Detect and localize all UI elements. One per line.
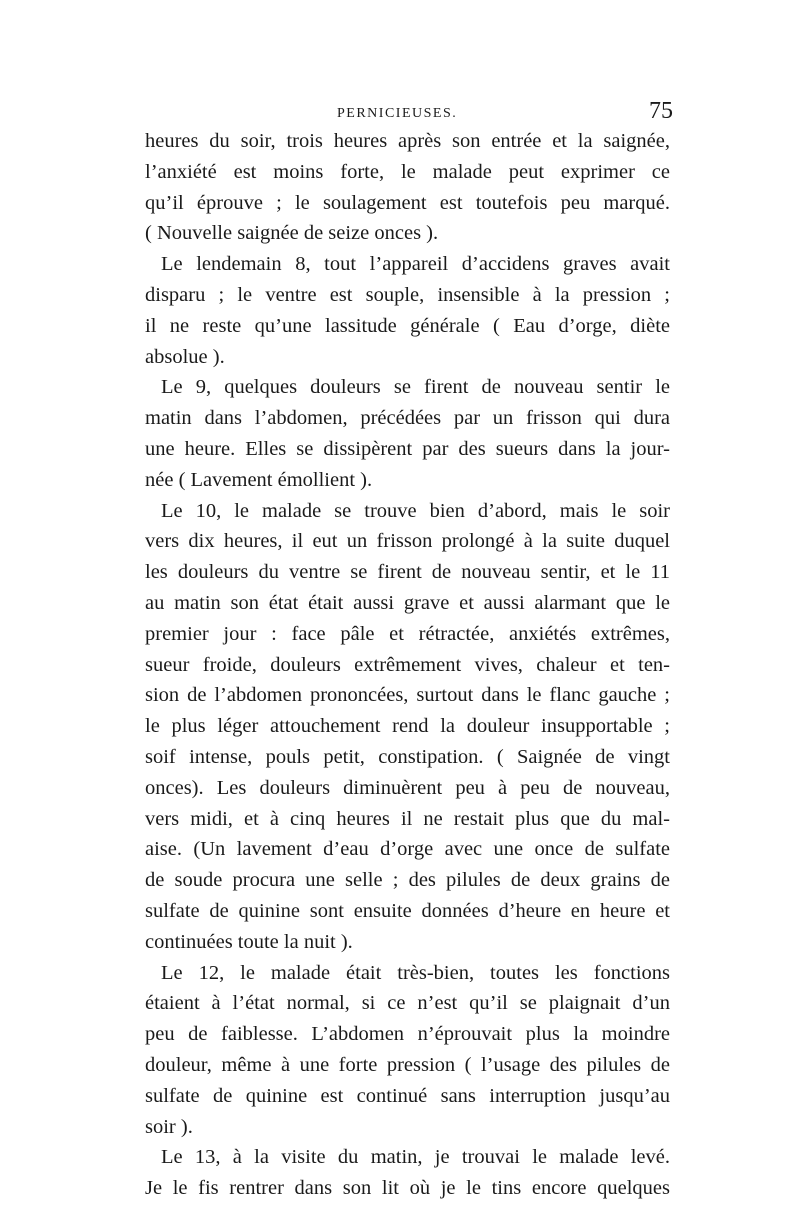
- text-line: il ne reste qu’une lassitude générale ( Eau d’orge, diète: [145, 314, 670, 337]
- text-line: absolue ).: [145, 345, 225, 368]
- text-line: heures du soir, trois heures après son entrée et la saignée,: [145, 130, 670, 152]
- text-line: sulfate de quinine est continué sans interruption jusqu’au: [145, 1084, 670, 1107]
- text-line: les douleurs du ventre se firent de nouveau sentir, et le 11: [145, 561, 670, 584]
- text-line: peu de faiblesse. L’abdomen n’éprouvait plus la moindre: [145, 1023, 670, 1046]
- text-line: onces). Les douleurs diminuèrent peu à peu de nouveau,: [145, 776, 670, 799]
- text-line: soir ).: [145, 1115, 193, 1138]
- page-number: 75: [649, 98, 673, 124]
- body-text: [145, 126, 670, 1204]
- text-line: une heure. Elles se dissipèrent par des sueurs dans la jour-: [145, 437, 670, 460]
- text-line: continuées toute la nuit ).: [145, 930, 353, 953]
- text-line: matin dans l’abdomen, précédées par un frisson qui dura: [145, 407, 670, 430]
- text-line: Le 13, à la visite du matin, je trouvai le malade levé.: [161, 1146, 670, 1169]
- text-line: le plus léger attouchement rend la douleur insupportable ;: [145, 715, 670, 738]
- text-line: douleur, même à une forte pression ( l’usage des pilules de: [145, 1053, 670, 1076]
- text-line: Le 10, le malade se trouve bien d’abord, mais le soir: [161, 499, 670, 522]
- text-line: aise. (Un lavement d’eau d’orge avec une once de sulfate: [145, 838, 670, 861]
- text-line: qu’il éprouve ; le soulagement est toutefois peu marqué.: [145, 191, 670, 214]
- text-line: sueur froide, douleurs extrêmement vives, chaleur et ten-: [145, 653, 670, 676]
- text-line: soif intense, pouls petit, constipation. ( Saignée de vingt: [145, 745, 670, 768]
- text-line: au matin son état était aussi grave et aussi alarmant que le: [145, 591, 670, 614]
- running-head: PERNICIEUSES.: [337, 106, 458, 121]
- text-line: Le lendemain 8, tout l’appareil d’accidens graves avait: [161, 253, 670, 276]
- text-line: de soude procura une selle ; des pilules de deux grains de: [145, 869, 670, 892]
- text-line: ( Nouvelle saignée de seize onces ).: [145, 222, 439, 245]
- text-line: l’anxiété est moins forte, le malade peut exprimer ce: [145, 160, 670, 183]
- text-line: disparu ; le ventre est souple, insensible à la pression ;: [145, 283, 670, 306]
- text-line: vers midi, et à cinq heures il ne restait plus que du mal-: [145, 807, 670, 830]
- text-line: Le 9, quelques douleurs se firent de nouveau sentir le: [161, 376, 670, 399]
- text-line: Le 12, le malade était très-bien, toutes les fonctions: [161, 961, 670, 984]
- text-line: sion de l’abdomen prononcées, surtout dans le flanc gauche ;: [145, 684, 670, 707]
- text-line: premier jour : face pâle et rétractée, anxiétés extrêmes,: [145, 622, 670, 645]
- text-line: Je le fis rentrer dans son lit où je le tins encore quelques: [145, 1177, 670, 1200]
- text-line: vers dix heures, il eut un frisson prolongé à la suite duquel: [145, 530, 670, 553]
- text-line: sulfate de quinine sont ensuite données d’heure en heure et: [145, 899, 670, 922]
- text-line: étaient à l’état normal, si ce n’est qu’il se plaignait d’un: [145, 992, 670, 1015]
- text-line: née ( Lavement émollient ).: [145, 468, 373, 491]
